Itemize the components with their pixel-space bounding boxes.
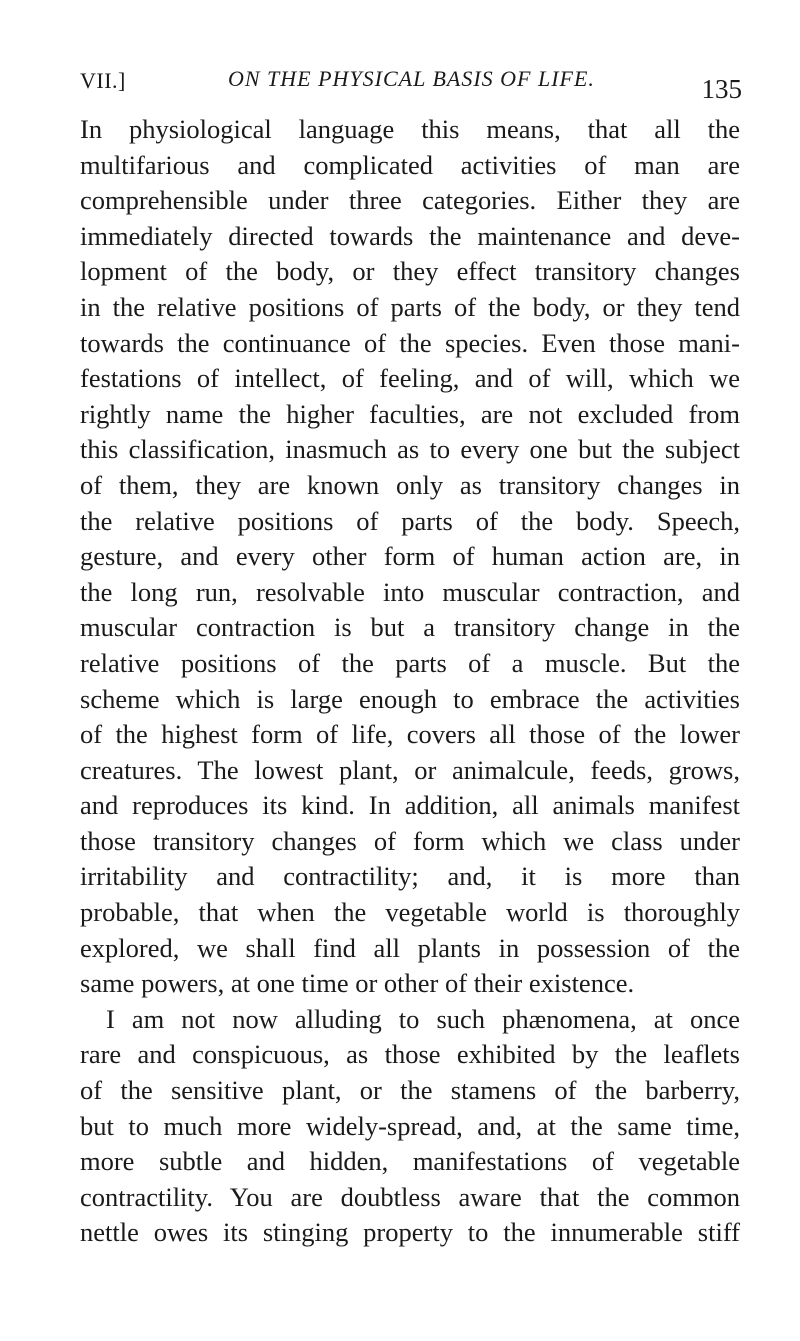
text-line: of the sensitive plant, or the stamens of the barberry, [80,1075,740,1106]
text-line: explored, we shall find all plants in possession of the [80,932,740,963]
text-line: those transitory changes of form which we class under [80,825,740,856]
text-line: towards the continuance of the species. Even those mani- [80,327,740,358]
running-title: ON THE PHYSICAL BASIS OF LIFE. [228,66,595,91]
text-line: of the highest form of life, covers all those of the lower [80,719,740,750]
text-line: immediately directed towards the maintenance and deve- [80,220,740,251]
text-line: creatures. The lowest plant, or animalcule, feeds, grows, [80,754,740,785]
page-number: 135 [701,74,742,104]
text-line: nettle owes its stinging property to the innumerable stiff [80,1217,740,1248]
text-line: and reproduces its kind. In addition, all animals manifest [80,790,740,821]
body-text [80,112,740,1251]
text-line: irritability and contractility; and, it is more than [80,861,740,892]
text-line: festations of intellect, of feeling, and of will, which we [80,363,740,394]
chapter-number: VII.] [80,68,126,93]
paragraph-1 [80,112,740,1002]
text-line: relative positions of the parts of a muscle. But the [80,647,740,678]
text-line: this classification, inasmuch as to every one but the subject [80,434,740,465]
text-line: probable, that when the vegetable world is thoroughly [80,897,740,928]
text-line: gesture, and every other form of human action are, in [80,541,740,572]
text-line: comprehensible under three categories. Either they are [80,185,740,216]
text-line: multifarious and complicated activities of man are [80,149,740,180]
text-line: rare and conspicuous, as those exhibited by the leaflets [80,1039,740,1070]
text-line: rightly name the higher faculties, are not excluded from [80,398,740,429]
text-line: muscular contraction is but a transitory change in the [80,612,740,643]
text-line: I am not now alluding to such phænomena, at once [106,1003,740,1034]
text-line: same powers, at one time or other of their existence. [80,968,635,999]
text-line: more subtle and hidden, manifestations of vegetable [80,1146,740,1177]
text-line: in the relative positions of parts of the body, or they tend [80,291,740,322]
paragraph-2 [80,1002,740,1251]
text-line: contractility. You are doubtless aware that the common [80,1181,740,1212]
text-line: but to much more widely-spread, and, at the same time, [80,1110,740,1141]
text-line: the relative positions of parts of the body. Speech, [80,505,740,536]
text-line: the long run, resolvable into muscular contraction, and [80,576,740,607]
text-line: lopment of the body, or they effect transitory changes [80,256,740,287]
text-line: scheme which is large enough to embrace the activities [80,683,740,714]
running-header [80,62,742,102]
text-line: of them, they are known only as transitory changes in [80,469,740,500]
text-line: In physiological language this means, that all the [80,114,740,144]
